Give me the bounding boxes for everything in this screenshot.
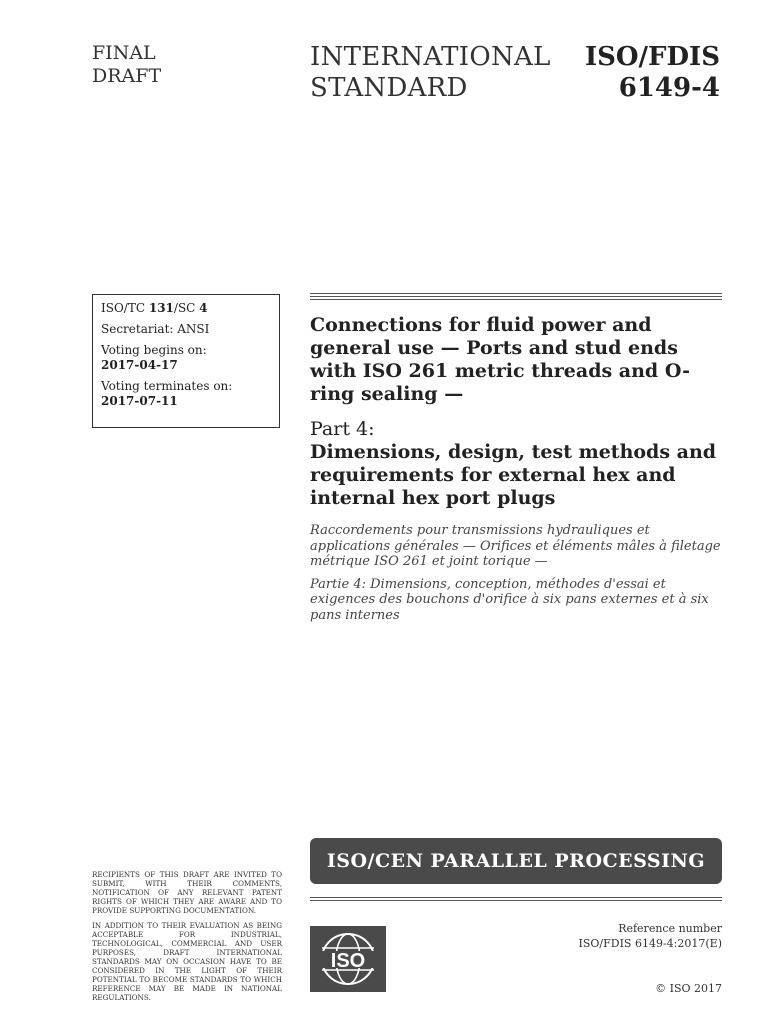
english-part: [310, 418, 722, 510]
committee-sep: /SC: [173, 301, 200, 315]
french-part-title: Partie 4: Dimensions, conception, méthodes d'essai et exigences des bouchons d'orifice à six pans externes et à six pans internes: [310, 576, 709, 623]
voting-begins-label: Voting begins on:: [101, 343, 207, 357]
french-title: [310, 523, 722, 630]
bottom-divider: [310, 897, 722, 903]
voting-ends: [101, 379, 271, 409]
document-type: INTERNATIONAL STANDARD: [310, 42, 551, 103]
rule-line: [310, 900, 722, 903]
committee-info-box: [92, 294, 280, 428]
rule-line: [310, 299, 722, 302]
parallel-processing-banner: ISO/CEN PARALLEL PROCESSING: [310, 838, 722, 884]
reference-label: Reference number: [618, 922, 722, 935]
committee-prefix: ISO/TC: [101, 301, 149, 315]
draft-status: FINAL DRAFT: [92, 42, 162, 87]
french-main-title: Raccordements pour transmissions hydrauliques et applications générales — Orifices et éléments mâles à filetage métrique ISO 261 et joint torique —: [310, 523, 721, 569]
voting-ends-date: 2017-07-11: [101, 394, 178, 408]
iso-globe-logo-icon: [310, 926, 386, 992]
reference-number: ISO/FDIS 6149-4:2017(E): [578, 937, 722, 950]
voting-begins: [101, 343, 271, 373]
top-divider: [310, 293, 722, 302]
copyright: © ISO 2017: [655, 982, 722, 995]
committee-sc: 4: [199, 301, 208, 315]
document-number: ISO/FDIS 6149-4: [584, 42, 720, 103]
committee-id: [101, 301, 271, 316]
part-title: Dimensions, design, test methods and requirements for external hex and internal hex port plugs: [310, 441, 717, 509]
committee-tc: 131: [148, 301, 174, 315]
voting-begins-date: 2017-04-17: [101, 358, 178, 372]
notice-paragraph: RECIPIENTS OF THIS DRAFT ARE INVITED TO SUBMIT, WITH THEIR COMMENTS, NOTIFICATION OF ANY RELEVANT PATENT RIGHTS OF WHICH THEY ARE AWARE AND TO PROVIDE SUPPORTING DOCUMENTATION.: [92, 870, 282, 915]
english-title: Connections for fluid power and general use — Ports and stud ends with ISO 261 metric threads and O-ring sealing —: [310, 314, 690, 405]
secretariat: Secretariat: ANSI: [101, 322, 210, 336]
logo-text: ISO: [330, 950, 366, 972]
notice-paragraph: IN ADDITION TO THEIR EVALUATION AS BEING ACCEPTABLE FOR INDUSTRIAL, TECHNOLOGICAL, COMMERCIAL AND USER PURPOSES, DRAFT INTERNATIONAL STANDARDS MAY ON OCCASION HAVE TO BE CONSIDERED IN THE LIGHT OF THEIR POTENTIAL TO BECOME STANDARDS TO WHICH REFERENCE MAY BE MADE IN NATIONAL REGULATIONS.: [92, 921, 282, 1002]
patent-notice: [92, 870, 282, 1008]
reference-block: [579, 921, 722, 951]
voting-ends-label: Voting terminates on:: [101, 379, 233, 393]
part-label: Part 4:: [310, 418, 375, 440]
